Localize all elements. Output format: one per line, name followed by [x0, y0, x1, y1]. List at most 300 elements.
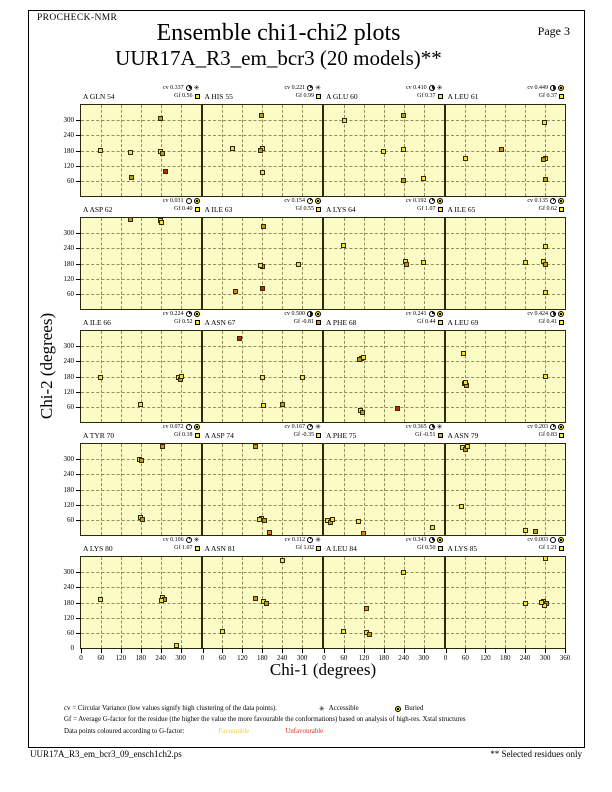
cv-value: cv 0.337	[162, 85, 184, 91]
gf-line	[163, 432, 200, 438]
x-tick-label: 300	[418, 654, 429, 662]
y-tick-mark	[76, 361, 81, 362]
y-tick-mark	[76, 618, 81, 619]
gf-line	[406, 206, 443, 212]
residue-header	[445, 536, 567, 556]
residue-label: A ILE 63	[204, 205, 233, 214]
data-point	[361, 531, 366, 536]
grid-line-horizontal	[324, 135, 444, 136]
data-point	[543, 374, 548, 379]
gf-color-swatch	[438, 320, 443, 325]
cv-line	[406, 85, 443, 91]
gf-value: Gf 0.50	[417, 545, 436, 551]
circular-variance-icon	[550, 537, 556, 543]
gf-value: Gf 1.21	[538, 545, 557, 551]
circular-variance-icon	[550, 85, 556, 91]
gf-value: Gf 0.55	[295, 206, 314, 212]
x-tick-label: 120	[358, 654, 370, 662]
grid-line-vertical	[404, 331, 405, 422]
data-point	[465, 444, 470, 449]
residue-header	[202, 536, 324, 556]
data-point	[159, 220, 164, 225]
residue-cell	[323, 84, 445, 197]
residue-header	[323, 310, 445, 330]
residue-cell	[63, 84, 202, 197]
buried-icon	[194, 311, 200, 317]
data-point	[330, 517, 335, 522]
gf-value: Gf 0.41	[538, 319, 557, 325]
gf-color-swatch	[559, 207, 564, 212]
y-tick-label: 120	[63, 613, 74, 622]
grid-line-vertical	[161, 444, 162, 535]
x-tick-label: 180	[257, 654, 268, 662]
y-tick-label: 180	[63, 598, 74, 607]
gf-line	[527, 93, 564, 99]
cv-value: cv 0.003	[527, 537, 548, 543]
data-point	[140, 517, 145, 522]
gf-color-swatch	[316, 94, 321, 99]
cv-gf-block	[406, 424, 443, 440]
buried-icon	[558, 311, 564, 317]
grid-line-vertical	[525, 105, 526, 196]
cv-value: cv 0.241	[405, 311, 427, 317]
data-point	[542, 120, 547, 125]
cv-value: cv 0.449	[527, 85, 548, 91]
chi-plot	[63, 556, 202, 662]
cv-gf-block	[527, 424, 564, 440]
data-point	[264, 601, 269, 606]
data-point	[128, 217, 133, 222]
data-point	[300, 375, 305, 380]
data-point	[159, 598, 164, 603]
y-tick-mark	[76, 572, 81, 573]
grid-line-horizontal	[81, 135, 201, 136]
cv-line	[163, 198, 200, 204]
grid-line-vertical	[181, 557, 182, 648]
circular-variance-icon	[429, 198, 435, 204]
gf-color-swatch	[316, 320, 321, 325]
y-tick-mark	[76, 135, 81, 136]
circular-variance-icon	[186, 537, 192, 543]
grid-line-vertical	[181, 218, 182, 309]
data-point	[260, 286, 265, 291]
data-point	[401, 570, 406, 575]
y-tick-mark	[76, 474, 81, 475]
residue-label: A LEU 69	[447, 318, 479, 327]
cv-value: cv 0.365	[405, 424, 427, 430]
y-tick-label: 60	[67, 515, 74, 524]
data-point	[138, 402, 143, 407]
app-name: PROCHECK-NMR	[37, 13, 118, 23]
chi-plot	[63, 217, 202, 310]
chi-plot	[202, 330, 324, 423]
grid-line-horizontal	[446, 490, 566, 491]
data-point	[230, 146, 235, 151]
x-tick-label: 300	[539, 654, 551, 662]
residue-label: A ASP 74	[204, 431, 234, 440]
data-point	[543, 177, 548, 182]
residue-cell	[445, 310, 567, 423]
x-tick-mark	[344, 648, 345, 653]
y-tick-mark	[76, 459, 81, 460]
gf-line	[285, 545, 321, 551]
legend-buried	[395, 703, 424, 714]
chi-plot	[322, 556, 445, 662]
data-point	[523, 260, 528, 265]
grid-line-horizontal	[446, 120, 566, 121]
gf-color-swatch	[438, 546, 443, 551]
cv-line	[527, 311, 564, 317]
x-tick-mark	[242, 648, 243, 653]
accessible-icon: ✳	[193, 84, 200, 92]
grid-line-vertical	[181, 444, 182, 535]
gf-color-swatch	[559, 546, 564, 551]
gf-line	[163, 545, 200, 551]
residue-label: A LEU 61	[447, 92, 479, 101]
residue-label: A GLU 60	[326, 92, 358, 101]
residue-cell	[63, 197, 202, 310]
data-point	[341, 243, 346, 248]
chi-plot	[202, 217, 324, 310]
circular-variance-icon	[307, 424, 313, 430]
cv-line	[163, 424, 200, 430]
chi-plot	[445, 104, 567, 197]
y-tick-label: 0	[70, 644, 74, 652]
x-tick-label: 120	[237, 654, 248, 662]
x-tick-mark	[525, 648, 526, 653]
y-tick-label: 60	[67, 289, 74, 298]
grid-line-horizontal	[446, 361, 566, 362]
grid-line-horizontal	[324, 377, 444, 378]
gf-line	[527, 319, 564, 325]
y-tick-label: 60	[67, 628, 74, 637]
data-point	[381, 149, 386, 154]
y-tick-label: 180	[63, 259, 74, 268]
gf-line	[284, 93, 321, 99]
circular-variance-icon	[186, 198, 192, 204]
x-tick-label: 0	[443, 654, 448, 662]
cv-value: cv 0.031	[162, 198, 184, 204]
x-tick-mark	[384, 648, 385, 653]
residue-cell	[63, 423, 202, 536]
legend-gf-text: Gf = Average G-factor for the residue (the higher the value the more favourable the conformations) based on analysis of high-res. Xstal structures	[64, 716, 466, 724]
grid-line-vertical	[424, 105, 425, 196]
cv-gf-block	[406, 85, 443, 101]
grid-line-horizontal	[324, 459, 444, 460]
buried-icon	[437, 198, 443, 204]
grid-line-horizontal	[203, 120, 323, 121]
grid-line-horizontal	[446, 459, 566, 460]
buried-icon	[558, 198, 564, 204]
residue-header	[202, 423, 324, 443]
residue-header	[445, 310, 567, 330]
legend-row-colours	[64, 726, 534, 737]
circular-variance-icon	[186, 311, 192, 317]
accessible-icon: ✳	[318, 704, 325, 713]
grid-line-horizontal	[81, 233, 201, 234]
cv-line	[406, 198, 443, 204]
cv-line	[163, 311, 200, 317]
gf-value: Gf 0.18	[174, 432, 193, 438]
gf-line	[284, 206, 321, 212]
cv-line	[527, 537, 564, 543]
y-tick-label: 60	[67, 176, 74, 185]
grid-line-horizontal	[324, 474, 444, 475]
grid-line-vertical	[161, 331, 162, 422]
y-tick-mark	[76, 520, 81, 521]
cv-line	[527, 198, 564, 204]
cv-gf-block	[406, 311, 443, 327]
x-tick-mark	[81, 648, 82, 653]
x-tick-label: 120	[480, 654, 491, 662]
residue-cell	[202, 197, 324, 310]
buried-icon	[558, 85, 564, 91]
grid-line-horizontal	[324, 346, 444, 347]
residue-label: A ILE 66	[83, 318, 111, 327]
page-subtitle: UUR17A_R3_em_bcr3 (20 models)**	[115, 46, 442, 70]
gf-line	[527, 206, 564, 212]
grid-line-horizontal	[324, 361, 444, 362]
x-tick-mark	[424, 648, 425, 653]
residue-label: A ASN 67	[204, 318, 236, 327]
gf-value: Gf 0.83	[538, 432, 557, 438]
grid-line-horizontal	[324, 490, 444, 491]
y-tick-label: 240	[63, 244, 74, 253]
residue-cell	[202, 310, 324, 423]
residue-header	[80, 84, 202, 104]
chi-plot	[63, 443, 202, 536]
buried-icon	[315, 311, 321, 317]
data-point	[237, 336, 242, 341]
residue-label: A HIS 55	[204, 92, 233, 101]
data-point	[533, 529, 538, 534]
data-point	[463, 380, 468, 385]
grid-line-vertical	[302, 105, 303, 196]
y-tick-mark	[76, 603, 81, 604]
gf-line	[406, 319, 443, 325]
cv-line	[163, 85, 200, 91]
grid-line-vertical	[545, 105, 546, 196]
y-tick-label: 300	[63, 116, 74, 125]
data-point	[341, 629, 346, 634]
x-tick-mark	[181, 648, 182, 653]
data-point	[523, 528, 528, 533]
grid-line-vertical	[302, 218, 303, 309]
data-point	[233, 289, 238, 294]
data-point	[364, 606, 369, 611]
legend-accessible-label: Accessible	[328, 705, 359, 712]
data-point	[160, 151, 165, 156]
circular-variance-icon	[307, 311, 313, 317]
residue-header	[202, 310, 324, 330]
residue-header	[445, 84, 567, 104]
gf-value: Gf -0.35	[293, 432, 314, 438]
grid-line-vertical	[282, 444, 283, 535]
footer-note: ** Selected residues only	[490, 749, 582, 759]
cv-value: cv 0.192	[405, 198, 427, 204]
grid-line-horizontal	[81, 264, 201, 265]
chi-plot	[445, 330, 567, 423]
grid-line-horizontal	[203, 490, 323, 491]
cv-line	[284, 198, 321, 204]
circular-variance-icon	[307, 85, 313, 91]
x-tick-mark	[141, 648, 142, 653]
chi-plot	[323, 330, 445, 423]
gf-color-swatch	[316, 207, 321, 212]
cv-gf-block	[163, 85, 200, 101]
grid-line-horizontal	[324, 603, 444, 604]
y-tick-mark	[76, 151, 81, 152]
gf-value: Gf 0.37	[417, 93, 436, 99]
data-point	[174, 643, 179, 648]
data-point	[367, 632, 372, 637]
gf-color-swatch	[316, 546, 321, 551]
x-tick-label: 0	[200, 654, 205, 662]
x-tick-mark	[505, 648, 506, 653]
cv-gf-block	[284, 85, 321, 101]
residue-cell	[323, 423, 445, 536]
cv-value: cv 0.343	[405, 537, 427, 543]
residue-header	[323, 197, 445, 217]
cv-value: cv 0.106	[162, 537, 184, 543]
gf-line	[163, 319, 200, 325]
residue-cell	[202, 423, 324, 536]
residue-cell	[445, 423, 567, 536]
data-point	[459, 504, 464, 509]
data-point	[160, 444, 165, 449]
cv-line	[285, 537, 321, 543]
x-tick-mark	[364, 648, 365, 653]
circular-variance-icon	[186, 85, 192, 91]
circular-variance-icon	[550, 198, 556, 204]
grid-line-horizontal	[203, 459, 323, 460]
x-tick-mark	[262, 648, 263, 653]
data-point	[253, 596, 258, 601]
gf-line	[163, 206, 200, 212]
y-tick-mark	[76, 181, 81, 182]
x-tick-label: 0	[79, 654, 83, 662]
residue-cell	[202, 84, 324, 197]
gf-color-swatch	[195, 546, 200, 551]
data-point	[257, 517, 262, 522]
data-point	[280, 558, 285, 563]
gf-color-swatch	[438, 94, 443, 99]
grid-line-vertical	[404, 444, 405, 535]
cv-value: cv 0.500	[284, 311, 305, 317]
x-tick-mark	[446, 648, 447, 653]
cv-value: cv 0.135	[527, 198, 548, 204]
grid-line-horizontal	[81, 120, 201, 121]
x-tick-mark	[282, 648, 283, 653]
grid-line-vertical	[424, 557, 425, 648]
grid-line-vertical	[282, 331, 283, 422]
circular-variance-icon	[307, 198, 313, 204]
data-point	[98, 597, 103, 602]
grid-line-horizontal	[446, 151, 566, 152]
grid-line-horizontal	[446, 474, 566, 475]
gf-value: Gf -0.51	[415, 432, 436, 438]
y-tick-label: 120	[63, 387, 74, 396]
x-tick-label: 300	[175, 654, 186, 662]
y-axis-label: Chi-2 (degrees)	[37, 312, 56, 420]
y-tick-label: 180	[63, 146, 74, 155]
residue-header	[80, 310, 202, 330]
legend-buried-label: Buried	[404, 705, 424, 712]
cv-gf-block	[527, 198, 564, 214]
y-tick-mark	[76, 392, 81, 393]
residue-header	[80, 197, 202, 217]
gf-value: Gf -0.81	[293, 319, 314, 325]
grid-line-vertical	[161, 218, 162, 309]
data-point	[404, 262, 409, 267]
cv-line	[527, 424, 564, 430]
data-point	[179, 374, 184, 379]
residue-header	[323, 423, 445, 443]
residue-cell	[443, 536, 571, 662]
cv-value: cv 0.424	[527, 311, 548, 317]
x-tick-label: 60	[461, 654, 469, 662]
y-tick-label: 120	[63, 161, 74, 170]
x-tick-mark	[101, 648, 102, 653]
cv-gf-block	[163, 537, 200, 553]
legend-points-text: Data points coloured according to G-factor:	[64, 727, 185, 735]
legend-favourable-label: Favourable	[218, 727, 250, 735]
x-tick-label: 180	[135, 654, 146, 662]
x-tick-label: 240	[398, 654, 409, 662]
cv-value: cv 0.167	[284, 424, 306, 430]
grid-line-vertical	[525, 331, 526, 422]
x-tick-mark	[404, 648, 405, 653]
gf-color-swatch	[559, 320, 564, 325]
gf-value: Gf 1.07	[174, 545, 193, 551]
x-tick-label: 240	[519, 654, 531, 662]
accessible-icon: ✳	[315, 536, 321, 544]
y-tick-label: 120	[63, 500, 74, 509]
plots-grid	[63, 84, 571, 662]
data-point	[258, 148, 263, 153]
grid-line-horizontal	[324, 572, 444, 573]
circular-variance-icon	[429, 311, 435, 317]
gf-color-swatch	[195, 433, 200, 438]
residue-header	[80, 423, 202, 443]
circular-variance-icon	[550, 311, 556, 317]
gf-color-swatch	[559, 94, 564, 99]
gf-line	[527, 545, 564, 551]
gf-value: Gf 0.56	[174, 93, 193, 99]
residue-cell	[200, 536, 324, 662]
chi-plot	[445, 443, 567, 536]
x-tick-label: 240	[155, 654, 166, 662]
residue-label: A LYS 80	[83, 544, 113, 553]
data-point	[541, 157, 546, 162]
grid-line-vertical	[545, 444, 546, 535]
x-tick-label: 360	[559, 654, 571, 662]
chi-plot	[323, 104, 445, 197]
residue-header	[323, 84, 445, 104]
x-axis-label: Chi-1 (degrees)	[269, 660, 377, 679]
cv-line	[163, 537, 200, 543]
residue-label: A GLN 54	[83, 92, 115, 101]
buried-icon	[437, 311, 443, 317]
data-point	[139, 458, 144, 463]
residue-cell	[445, 84, 567, 197]
grid-line-horizontal	[203, 248, 323, 249]
legend-row-gf	[64, 714, 534, 725]
grid-line-vertical	[302, 444, 303, 535]
chi-plot	[443, 556, 571, 662]
x-tick-label: 240	[276, 654, 288, 662]
cv-line	[406, 424, 443, 430]
